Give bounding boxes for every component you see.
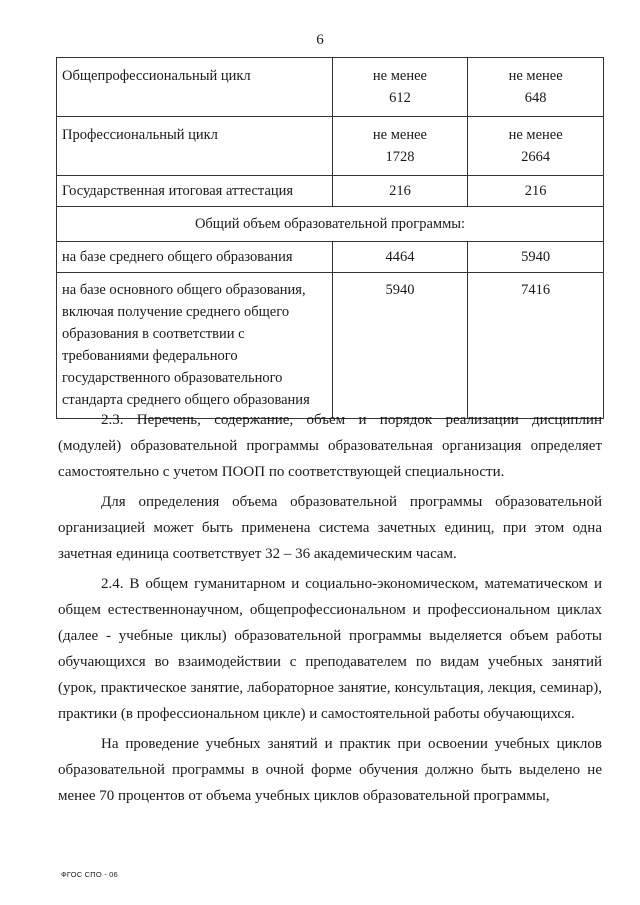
row-label: Государственная итоговая аттестация	[57, 176, 333, 207]
table-row	[57, 58, 604, 117]
table-row	[57, 273, 604, 419]
paragraph-2-3: 2.3. Перечень, содержание, объем и порядок реализации дисциплин (модулей) образовательной программы образовательная организация определяет самостоятельно с учетом ПООП по соответствующей специальности.	[58, 412, 602, 480]
row-label: на базе основного общего образования, включая получение среднего общего образования в соответствии с требованиями федерального государственного образовательного стандарта среднего общего образования	[57, 273, 333, 419]
table-section-header-row	[57, 207, 604, 242]
row-value-col1: 216	[332, 176, 468, 207]
page-number: 6	[316, 32, 324, 48]
table-row	[57, 242, 604, 273]
row-value-col2: 7416	[468, 273, 604, 419]
row-value-col1: 4464	[332, 242, 468, 273]
footer-code: ФГОС СПО - 06	[61, 870, 118, 879]
row-value-col1: не менее 1728	[332, 117, 468, 176]
row-label: Общепрофессиональный цикл	[57, 58, 333, 117]
row-label: Профессиональный цикл	[57, 117, 333, 176]
row-value-col1: не менее 612	[332, 58, 468, 117]
row-value-col2: 5940	[468, 242, 604, 273]
table-row	[57, 176, 604, 207]
row-value-col2: не менее 648	[468, 58, 604, 117]
body-text	[58, 407, 602, 809]
row-label: на базе среднего общего образования	[57, 242, 333, 273]
table-section-header: Общий объем образовательной программы:	[57, 207, 604, 242]
row-value-col2: не менее 2664	[468, 117, 604, 176]
hours-table	[56, 57, 604, 419]
paragraph-2-4: 2.4. В общем гуманитарном и социально-экономическом, математическом и общем естественнонаучном, общепрофессиональном и профессиональном циклах (далее - учебные циклы) образовательной программы выделяется объем работы обучающихся во взаимодействии с преподавателем по видам учебных занятий (урок, практическое занятие, лабораторное занятие, консультация, лекция, семинар), практики (в профессиональном цикле) и самостоятельной работы обучающихся.	[58, 576, 602, 722]
paragraph-classes-share: На проведение учебных занятий и практик при освоении учебных циклов образовательной программы в очной форме обучения должно быть выделено не менее 70 процентов от объема учебных циклов образовательной программы,	[58, 736, 602, 804]
table-row	[57, 117, 604, 176]
paragraph-credit-units: Для определения объема образовательной программы образовательной организацией может быть применена система зачетных единиц, при этом одна зачетная единица соответствует 32 – 36 академическим часам.	[58, 494, 602, 562]
row-value-col2: 216	[468, 176, 604, 207]
row-value-col1: 5940	[332, 273, 468, 419]
